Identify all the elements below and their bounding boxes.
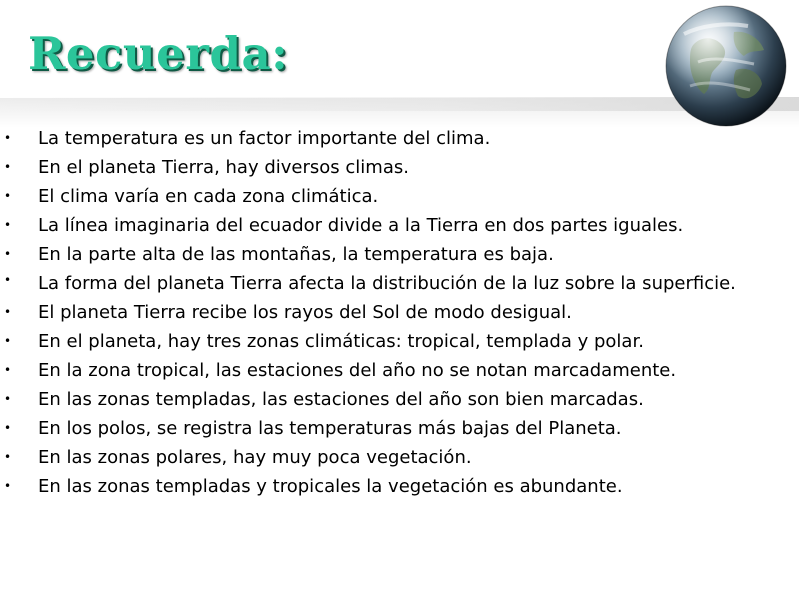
list-item-text: En las zonas templadas, las estaciones del año son bien marcadas. bbox=[38, 389, 644, 410]
list-item-text: El planeta Tierra recibe los rayos del Sol de modo desigual. bbox=[38, 302, 572, 323]
list-item-text: En el planeta Tierra, hay diversos climas. bbox=[38, 157, 409, 178]
list-item bbox=[0, 472, 799, 501]
list-item bbox=[0, 182, 799, 211]
list-item-text: En el planeta, hay tres zonas climáticas: tropical, templada y polar. bbox=[38, 331, 644, 352]
list-item bbox=[0, 240, 799, 269]
list-item bbox=[0, 124, 799, 153]
list-item bbox=[0, 356, 799, 385]
bullet-icon: • bbox=[4, 392, 12, 406]
bullet-icon: • bbox=[4, 305, 12, 319]
list-item-text: En las zonas polares, hay muy poca vegetación. bbox=[38, 447, 472, 468]
list-item-text: La forma del planeta Tierra afecta la distribución de la luz sobre la superficie. bbox=[38, 273, 736, 294]
bullet-icon: • bbox=[4, 131, 12, 145]
list-item-text: En las zonas templadas y tropicales la vegetación es abundante. bbox=[38, 476, 623, 497]
bullet-icon: • bbox=[4, 363, 12, 377]
list-item-text: En la zona tropical, las estaciones del año no se notan marcadamente. bbox=[38, 360, 677, 381]
list-item bbox=[0, 385, 799, 414]
list-item bbox=[0, 443, 799, 472]
list-item bbox=[0, 269, 799, 298]
bullet-icon: • bbox=[4, 218, 12, 232]
list-item bbox=[0, 298, 799, 327]
bullet-icon: • bbox=[4, 421, 12, 435]
bullet-icon: • bbox=[4, 334, 12, 348]
bullet-icon: • bbox=[4, 450, 12, 464]
bullet-icon: • bbox=[4, 479, 12, 493]
slide-title: Recuerda: bbox=[28, 27, 289, 80]
bullet-icon: • bbox=[4, 247, 12, 261]
list-item-text: En los polos, se registra las temperaturas más bajas del Planeta. bbox=[38, 418, 622, 439]
list-item bbox=[0, 327, 799, 356]
list-item bbox=[0, 414, 799, 443]
list-item-text: El clima varía en cada zona climática. bbox=[38, 186, 379, 207]
bullet-icon: • bbox=[4, 273, 12, 287]
bullet-list bbox=[0, 124, 799, 501]
bullet-icon: • bbox=[4, 189, 12, 203]
earth-globe-icon bbox=[664, 4, 788, 128]
list-item bbox=[0, 211, 799, 240]
list-item bbox=[0, 153, 799, 182]
list-item-text: La línea imaginaria del ecuador divide a la Tierra en dos partes iguales. bbox=[38, 215, 684, 236]
list-item-text: La temperatura es un factor importante del clima. bbox=[38, 128, 491, 149]
list-item-text: En la parte alta de las montañas, la temperatura es baja. bbox=[38, 244, 554, 265]
bullet-icon: • bbox=[4, 160, 12, 174]
